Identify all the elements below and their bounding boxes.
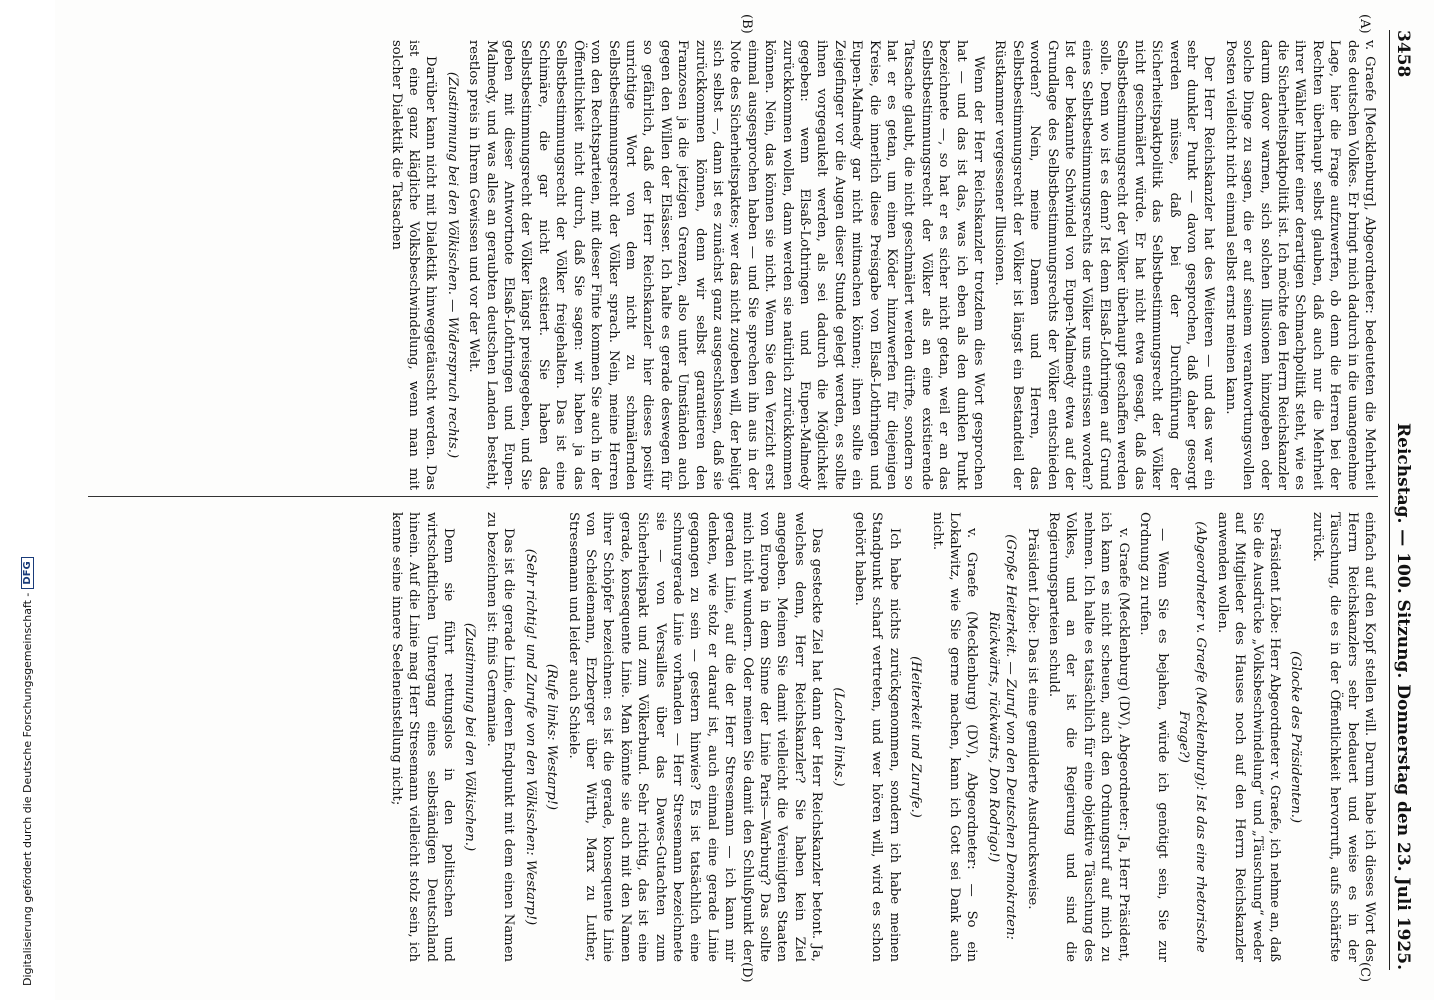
left-column	[78, 40, 1378, 490]
page-header	[1389, 30, 1416, 970]
paragraph: v. Graefe [Mecklenburg], Abgeordneter: bedeuteten die Mehrheit des deutschen Volkes. Er bringt mich dadurch in die unangenehme Lage, hier die Frage aufzuwerfen, ob denn die Herren bei der Rechten überhaupt selbst glauben, daß auch nur die Mehrheit ihrer Wähler hinter einer derartigen Schmachpolitik steht, wie es die Sicherheitspaktpolitik ist. Ich möchte den Herrn Reichskanzler darum davor warnen, sich solchen Illusionen hinzugeben oder solche Dinge zu sagen, die er auf seinem verantwortungsvollen Posten vielleicht nicht einmal selbst ernst meinen kann.	[1222, 40, 1377, 490]
paragraph: Der Herr Reichskanzler hat des Weiteren — und das war ein sehr dunkler Punkt — davon gesprochen, daß daher gesorgt werden müsse, daß bei der Durchführung der Sicherheitspaktpolitik das Selbstbestimmungsrecht der Völker nicht geschmälert würde. Er hat nicht etwa gesagt, daß das Selbstbestimmungsrecht der Völker überhaupt geschaffen werden solle. Denn wo ist es denn? Ist denn Elsaß-Lothringen auf Grund eines Selbstbestimmungsrechts der Völker uns entrissen worden? Ist der bekannte Schwindel von Eupen-Malmedy etwa auf der Grundlage des Selbstbestimmungsrechts der Völker entschieden worden? Nein, meine Damen und Herren, das Selbstbestimmungsrecht der Völker ist längst ein Bestandteil der Rüstkammer vergessener Illusionen.	[992, 40, 1217, 490]
interjection: (Rufe links: Westarp!)	[544, 663, 560, 811]
interjection: (Abgeordneter v. Graefe (Mecklenburg): Ist das eine rhetorische Frage?)	[1175, 521, 1209, 953]
right-column	[78, 512, 1378, 962]
interjection: (Lachen links.)	[830, 687, 846, 787]
session-title: Reichstag. — 100. Sitzung. Donnerstag den 23. Juli 1925.	[1393, 423, 1413, 970]
interjection: (Glocke des Präsidenten.)	[1288, 650, 1304, 824]
margin-mark-a: (A)	[1357, 14, 1372, 34]
paragraph: Das gesteckte Ziel hat dann der Herr Reichskanzler betont. Ja, welches denn, Herr Reichskanzler? Sie haben kein Ziel angegeben. Meinen Sie damit vielleicht die Vereinigten Staaten von Europa in dem Sinne der Linie Paris—Warburg? Das sollte mich nicht wundern. Oder meinen Sie damit den Schlußpunkt der geraden Linie, auf die der Herr Stresemann — ich kann mir denken, wie stolz er darauf ist, auch einmal eine gerade Linie gegangen zu sein — gestern hinwies? Es ist tatsächlich eine schnurgerade Linie vorhanden — Herr Stresemann bezeichnete sie — von Versailles über das Dawes-Gutachten zum Sicherheitspakt und zum Völkerbund. Sehr richtig, das ist eine gerade, konsequente Linie. Man könnte sie auch mit den Namen ihrer Schöpfer bezeichnen: es ist die gerade, konsequente Linie von Scheidemann, Erzberger über Wirth, Marx zu Luther, Stresemann und leider auch Schiele.	[565, 512, 825, 962]
paragraph: Darüber kann nicht mit Dialektik hinweggetäuscht werden. Das ist eine ganz klägliche Volksbeschwindelung, wenn man mit solcher Dialektik die Tatsachen	[388, 40, 439, 490]
paragraph: Das ist die gerade Linie, deren Endpunkt mit dem einen Namen zu bezeichnen ist: finis Germaniae.	[483, 512, 517, 962]
paragraph: Präsident Löbe: Herr Abgeordneter v. Graefe, ich nehme an, daß Sie die Ausdrücke „Volksbeschwindelung“ und „Täuschung“ weder auf Mitglieder des Hauses noch auf den Herrn Reichskanzler anwenden wollen.	[1214, 512, 1282, 962]
margin-mark-c: (C)	[1357, 962, 1372, 983]
interjection: (Große Heiterkeit. — Zuruf von den Deutschen Demokraten: Rückwärts, rückwärts, Don Rodrigo!)	[985, 534, 1019, 940]
side-footer-strip	[0, 0, 55, 1000]
column-divider	[88, 496, 1378, 497]
paragraph: Ich habe nichts zurückgenommen, sondern ich habe meinen Standpunkt scharf vertreten, und wer hören will, wird es schon gehört haben.	[852, 512, 902, 962]
digitization-credit	[0, 0, 55, 1000]
paragraph: Denn sie führt rettungslos in den politischen und wirtschaftlichen Untergang eines selbständigen Deutschland hinein. Auf die Linie mag Herr Stresemann vielleicht stolz sein, ich kenne seine innere Seeleneinstellung nicht;	[388, 512, 457, 962]
margin-mark-d: (D)	[739, 962, 754, 983]
paragraph: Wenn der Herr Reichskanzler trotzdem dies Wort gesprochen hat — und das ist das, was ich eben als den dunklen Punkt bezeichnete —, so hat er es sicher nicht getan, weil er an das Selbstbestimmungsrecht der Völker als an eine existierende Tatsache glaubt, die nicht geschmälert werden dürfte, sondern so hat er es getan, um einen Köder hinzuwerfen für diejenigen Kreise, die innerlich diese Preisgabe von Elsaß-Lothringen und Eupen-Malmedy gar nicht mitmachen können; ihnen sollte ein Zeigefinger vor die Augen dieser Stunde gelegt werden, es sollte ihnen vorgegaukelt werden, als sei dadurch die Möglichkeit gegeben: wenn Elsaß-Lothringen und Eupen-Malmedy zurückkommen wollen, dann werden sie natürlich zurückkommen können. Nein, das können sie nicht. Wenn Sie den Verzicht erst einmal ausgesprochen haben — und Sie sprechen ihn aus in der Note des Sicherheitspaktes; wer das nicht zugeben will, der belügt sich selbst —, dann ist es zunächst ganz ausgeschlossen, daß sie zurückkommen können, denn wir selbst garantieren den Franzosen ja die jetzigen Grenzen, also unter Umständen auch gegen den Willen der Elsässer. Ich halte es gerade deswegen für so gefährlich, daß der Herr Reichskanzler hier dieses positiv unrichtige Wort von dem nicht zu schmälernden Selbstbestimmungsrecht der Völker sprach. Nein, meine Herren von den Rechtsparteien, mit dieser Finte kommen Sie auch in der Öffentlichkeit nicht durch, daß Sie sagen: wir haben ja das Selbstbestimmungsrecht der Völker freigehalten. Das ist eine Schimäre, die gar nicht existiert. Sie haben das Selbstbestimmungsrecht der Völker längst preisgegeben, und Sie geben mit dieser Antwortnote Elsaß-Lothringen und Eupen-Malmedy, und was alles an geraubten deutschen Landen besteht, restlos preis in Ihrem Gewissen und vor der Welt.	[466, 40, 987, 490]
paragraph: v. Graefe (Mecklenburg) (DV), Abgeordneter: — So ein Lokalwitz, wie Sie gerne machen, kann ich Gott sei Dank auch nicht.	[929, 512, 980, 962]
scanned-page	[55, 0, 1434, 1000]
interjection: (Sehr richtig! und Zurufe von den Völkischen: Westarp!)	[522, 548, 538, 926]
credit-text: Digitalisierung gefördert durch die Deutsche Forschungsgemeinschaft -	[21, 592, 34, 986]
paragraph: v. Graefe (Mecklenburg) (DV), Abgeordneter: Ja, Herr Präsident, ich kann es nicht scheuen, auch den Ordnungsruf auf mich zu nehmen. Ich halte es tatsächlich für eine objektive Täuschung des Volkes, und an der ist die Regierung und sind die Regierungsparteien schuld.	[1046, 512, 1131, 962]
dfg-logo: DFG	[21, 557, 34, 588]
rotated-sheet	[55, 0, 1434, 1000]
margin-mark-b: (B)	[739, 14, 754, 34]
paragraph: — Wenn Sie es bejahen, würde ich genötigt sein, Sie zur Ordnung zu rufen.	[1137, 512, 1170, 962]
interjection: (Zustimmung bei den Völkischen.)	[462, 622, 478, 852]
interjection: (Zustimmung bei den Völkischen. — Widerspruch rechts.)	[444, 71, 460, 459]
paragraph: Präsident Löbe: Das ist eine gemilderte Ausdrucksweise.	[1024, 528, 1040, 910]
page-number: 3458	[1393, 30, 1413, 78]
paragraph: einfach auf den Kopf stellen will. Darum habe ich dieses Wort des Herrn Reichskanzlers sehr bedauert und weise es in der Täuschung, die es in der Öffentlichkeit hervorruft, aufs schärfste zurück.	[1309, 512, 1377, 962]
interjection: (Heiterkeit und Zurufe.)	[908, 656, 924, 818]
